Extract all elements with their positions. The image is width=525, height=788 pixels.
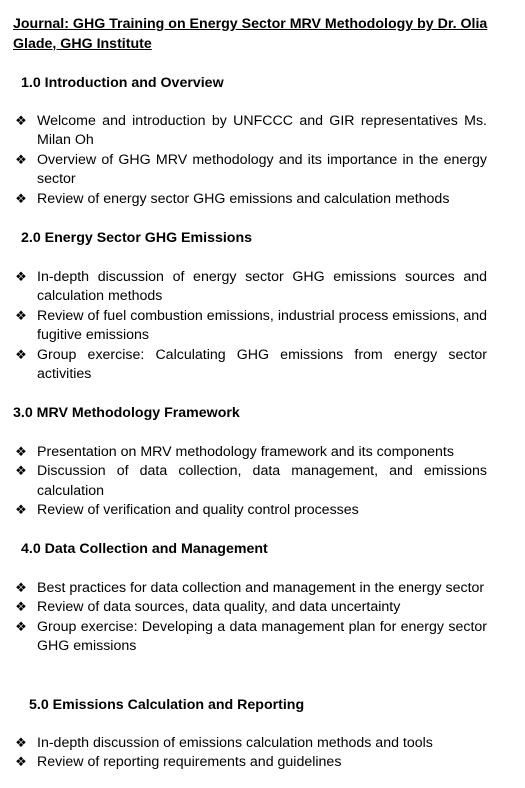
list-item-text: Review of reporting requirements and guidelines [37, 754, 342, 771]
list-item-text: Welcome and introduction by UNFCCC and GIR representatives Ms. Milan Oh [37, 113, 487, 149]
section-heading-introduction: 1.0 Introduction and Overview [21, 75, 224, 91]
section-list-energy-emissions [13, 268, 487, 384]
list-item [13, 598, 487, 617]
four-diamond-bullet-icon: ❖ [15, 270, 27, 285]
four-diamond-bullet-icon: ❖ [15, 152, 27, 168]
list-item-text: In-depth discussion of emissions calculation methods and tools [37, 735, 433, 751]
list-item-text: Group exercise: Developing a data management plan for energy sector GHG emissions [37, 618, 487, 655]
list-item-text: Overview of GHG MRV methodology and its importance in the energy sector [37, 151, 487, 188]
list-item-text: Review of fuel combustion emissions, industrial process emissions, and fugitive emissions [37, 307, 487, 344]
list-item [13, 151, 487, 190]
list-item [13, 307, 487, 346]
list-item [13, 501, 487, 520]
section-list-mrv-framework [13, 443, 487, 521]
list-item [13, 268, 487, 307]
four-diamond-bullet-icon: ❖ [15, 114, 27, 129]
section-heading-calculation-reporting: 5.0 Emissions Calculation and Reporting [29, 697, 305, 713]
section-heading-mrv-framework: 3.0 MRV Methodology Framework [13, 405, 240, 421]
list-item [13, 443, 487, 462]
list-item [13, 112, 487, 151]
list-item [13, 753, 487, 772]
list-item [13, 462, 487, 501]
four-diamond-bullet-icon: ❖ [15, 464, 27, 480]
four-diamond-bullet-icon: ❖ [15, 755, 27, 771]
four-diamond-bullet-icon: ❖ [15, 503, 27, 519]
section-list-calculation-reporting [13, 734, 487, 773]
list-item [13, 346, 487, 385]
list-item-text: Review of data sources, data quality, and data uncertainty [37, 599, 401, 616]
four-diamond-bullet-icon: ❖ [15, 191, 27, 207]
list-item-text: Presentation on MRV methodology framework and its components [37, 444, 454, 460]
document-title: Journal: GHG Training on Energy Sector MRV Methodology by Dr. Olia Glade, GHG Institute [13, 16, 488, 52]
list-item-text: Best practices for data collection and management in the energy sector [37, 580, 485, 596]
section-heading-energy-emissions: 2.0 Energy Sector GHG Emissions [21, 230, 253, 246]
list-item-text: Group exercise: Calculating GHG emissions from energy sector activities [37, 346, 487, 383]
four-diamond-bullet-icon: ❖ [15, 600, 27, 616]
list-item-text: Discussion of data collection, data management, and emissions calculation [37, 463, 487, 499]
list-item [13, 190, 487, 209]
four-diamond-bullet-icon: ❖ [15, 581, 27, 596]
four-diamond-bullet-icon: ❖ [15, 347, 27, 363]
section-list-data-collection [13, 579, 487, 657]
four-diamond-bullet-icon: ❖ [15, 308, 27, 324]
list-item [13, 618, 487, 657]
list-item-text: Review of energy sector GHG emissions and calculation methods [37, 190, 450, 207]
four-diamond-bullet-icon: ❖ [15, 736, 27, 751]
four-diamond-bullet-icon: ❖ [15, 619, 27, 635]
list-item [13, 734, 487, 753]
list-item [13, 579, 487, 598]
four-diamond-bullet-icon: ❖ [15, 445, 27, 460]
section-heading-data-collection: 4.0 Data Collection and Management [21, 541, 268, 557]
list-item-text: In-depth discussion of energy sector GHG emissions sources and calculation methods [37, 269, 487, 305]
section-list-introduction [13, 112, 487, 209]
list-item-text: Review of verification and quality control processes [37, 502, 359, 519]
